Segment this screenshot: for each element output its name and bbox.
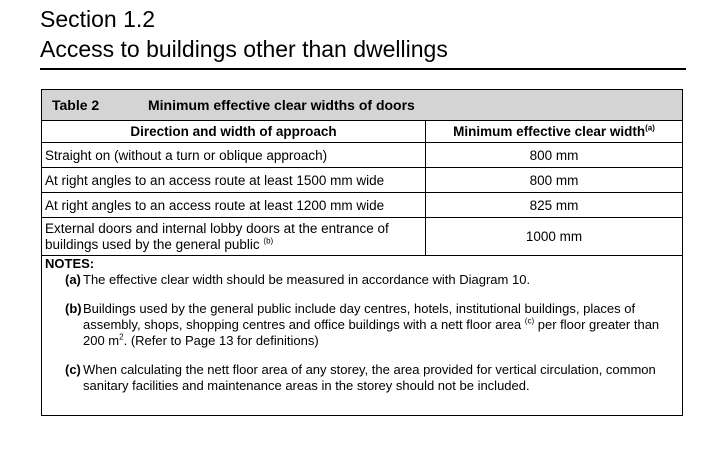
column-header-width-label: Minimum effective clear width [453, 124, 646, 139]
column-header-direction: Direction and width of approach [42, 121, 426, 143]
table-grid [42, 121, 682, 256]
cell-width: 800 mm [426, 143, 683, 168]
cell-direction: Straight on (without a turn or oblique approach) [42, 143, 426, 168]
table-row [42, 193, 682, 218]
table-row [42, 218, 682, 256]
notes-label: NOTES: [45, 256, 95, 271]
note-label: (c) [65, 362, 81, 377]
section-number: Section 1.2 [40, 6, 156, 32]
table-title: Minimum effective clear widths of doors [148, 97, 415, 113]
note-text-pre: Buildings used by the general public include day centres, hotels, institutional buildings, places of assembly, shops, shopping centres and office buildings with a nett floor area [83, 301, 636, 332]
note-text: The effective clear width should be measured in accordance with Diagram 10. [83, 272, 531, 287]
superscript-2: 2 [119, 332, 124, 342]
table-row [42, 143, 682, 168]
footnote-ref-b: (b) [263, 236, 274, 245]
door-width-table [41, 89, 683, 416]
notes-section [42, 256, 682, 394]
note-label: (a) [65, 272, 81, 287]
note-b [45, 301, 679, 349]
cell-width: 1000 mm [426, 218, 683, 256]
table-caption [42, 90, 682, 121]
cell-direction-text: External doors and internal lobby doors at the entrance of buildings used by the general public [45, 220, 389, 252]
column-header-width [426, 121, 683, 143]
section-divider [40, 68, 686, 70]
footnote-ref-a: (a) [645, 123, 655, 133]
cell-direction: At right angles to an access route at least 1500 mm wide [42, 168, 426, 193]
note-a [45, 272, 679, 288]
cell-width: 800 mm [426, 168, 683, 193]
footnote-ref-c: (c) [524, 316, 535, 326]
note-text: When calculating the nett floor area of any storey, the area provided for vertical circulation, common sanitary facilities and maintenance areas in the storey should not be included. [83, 362, 656, 393]
cell-direction: At right angles to an access route at least 1200 mm wide [42, 193, 426, 218]
note-text-mid: per floor greater than 200 m [83, 317, 660, 348]
table-number: Table 2 [52, 97, 100, 113]
cell-direction [42, 218, 426, 256]
cell-width: 825 mm [426, 193, 683, 218]
note-label: (b) [65, 301, 82, 316]
section-title: Access to buildings other than dwellings [40, 36, 448, 62]
table-row [42, 168, 682, 193]
note-text-post: . (Refer to Page 13 for definitions) [123, 333, 319, 348]
section-header [40, 4, 686, 64]
note-c [45, 362, 679, 394]
